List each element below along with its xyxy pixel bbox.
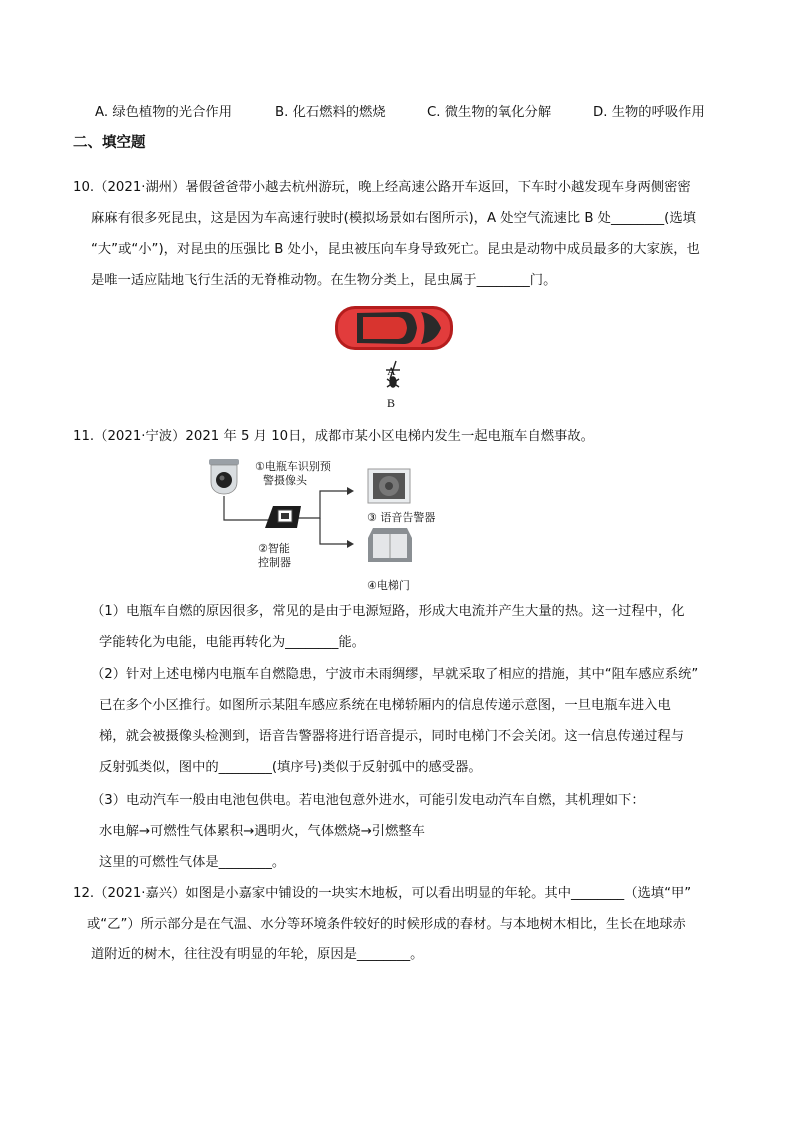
- q11-line-2: 学能转化为电能，电能再转化为________能。: [99, 635, 365, 650]
- q11-line-9: 这里的可燃性气体是________。: [99, 855, 286, 870]
- car-roof: [363, 317, 407, 339]
- speaker-icon: [368, 469, 410, 503]
- camera-label-2: 警摄像头: [263, 474, 307, 487]
- option-b: B. 化石燃料的燃烧: [275, 105, 386, 120]
- option-c: C. 微生物的氧化分解: [427, 105, 552, 120]
- q12-line-2: 或“乙”）所示部分是在气温、水分等环境条件较好的时候形成的春材。与本地树木相比，生长在地球赤: [87, 917, 686, 932]
- controller-label-2: 控制器: [258, 556, 291, 569]
- controller-icon: [265, 506, 301, 528]
- q11-line-8: 水电解→可燃性气体累积→遇明火，气体燃烧→引燃整车: [99, 824, 425, 839]
- q11-line-6: 反射弧类似，图中的________(填序号)类似于反射弧中的感受器。: [99, 760, 482, 775]
- door-label: ④电梯门: [367, 579, 410, 592]
- q10-line-4: 是唯一适应陆地飞行生活的无脊椎动物。在生物分类上，昆虫属于________门。: [91, 273, 557, 288]
- q12-line-3: 道附近的树木，往往没有明显的年轮，原因是________。: [91, 947, 424, 962]
- alarm-system-diagram: [205, 456, 455, 594]
- q11-line-7: （3）电动汽车一般由电池包供电。若电池包意外进水，可能引发电动汽车自燃，其机理如下：: [91, 793, 645, 808]
- option-d: D. 生物的呼吸作用: [593, 105, 705, 120]
- section-title: 二、填空题: [73, 135, 146, 151]
- q11-intro: 11.（2021·宁波）2021 年 5 月 10日，成都市某小区电梯内发生一起电瓶车自燃事故。: [73, 429, 594, 444]
- controller-label-1: ②智能: [258, 542, 290, 555]
- q11-line-3: （2）针对上述电梯内电瓶车自燃隐患，宁波市未雨绸缪，早就采取了相应的措施，其中“阻车感应系统”: [91, 667, 699, 682]
- camera-icon: [209, 459, 239, 494]
- elevator-door-icon: [368, 528, 412, 562]
- label-a: A: [387, 364, 396, 378]
- label-b: B: [387, 396, 396, 410]
- q10-line-3: “大”或“小”)，对昆虫的压强比 B 处小，昆虫被压向车身导致死亡。昆虫是动物中成员最多的大家族，也: [91, 242, 700, 257]
- q10-line-2: 麻麻有很多死昆虫，这是因为车高速行驶时(模拟场景如右图所示)，A 处空气流速比 B 处________(选填: [91, 211, 696, 226]
- q10-line-1: 10.（2021·湖州）暑假爸爸带小越去杭州游玩，晚上经高速公路开车返回，下车时小越发现车身两侧密密: [73, 180, 691, 195]
- car-figure: [333, 303, 455, 411]
- q12-line-1: 12.（2021·嘉兴）如图是小嘉家中铺设的一块实木地板，可以看出明显的年轮。其中________（选填“甲”: [73, 886, 692, 901]
- camera-label-1: ①电瓶车识别预: [255, 460, 331, 473]
- option-a: A. 绿色植物的光合作用: [95, 105, 232, 120]
- q11-line-4: 已在多个小区推行。如图所示某阻车感应系统在电梯轿厢内的信息传递示意图，一旦电瓶车进入电: [99, 698, 671, 713]
- alarm-label: ③ 语音告警器: [367, 511, 436, 524]
- q11-line-1: （1）电瓶车自燃的原因很多，常见的是由于电源短路，形成大电流并产生大量的热。这一过程中，化: [91, 604, 685, 619]
- q11-line-5: 梯，就会被摄像头检测到，语音告警器将进行语音提示，同时电梯门不会关闭。这一信息传递过程与: [99, 729, 685, 744]
